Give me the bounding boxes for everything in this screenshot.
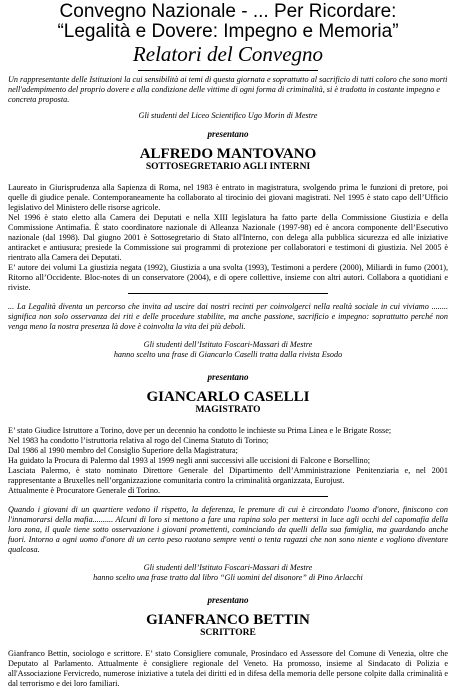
bio-paragraph: Nel 1996 è stato eletto alla Camera dei Deputati e nella XIII legislatura ha fatto parte della Commissione Giustizia e della Commissione Antimafia. È stato coordinatore nazionale di Alleanza Nazionale (1997-98) ed è ancora componente dell’Esecutivo nazionale (dal 1998). Dal giugno 2001 è Sottosegretario di Stato all'Interno, con delega alla pubblica sicurezza ed alle iniziative antiracket e antiusura; presiede la Commissione sui programmi di protezione per collaboratori e testimoni di giustizia. Nel 2005 è rientrato alla Camera dei Deputati.	[8, 213, 448, 262]
speaker-role: MAGISTRATO	[195, 405, 261, 415]
speaker-name: GIANCARLO CASELLI	[146, 389, 310, 405]
title-line-1: Convegno Nazionale - ... Per Ricordare:	[59, 1, 397, 22]
presents-label: presentano	[207, 372, 249, 382]
title-line-2: “Legalità e Dovere: Impegno e Memoria”	[57, 21, 399, 42]
speaker-role: SCRITTORE	[200, 628, 256, 638]
divider	[138, 70, 318, 71]
bio-paragraph: Laureato in Giurisprudenza alla Sapienza di Roma, nel 1983 è entrato in magistratura, svolgendo prima le funzioni di pretore, poi quelle di giudice penale. Contemporaneamente ha collaborato al tirocinio dei giovani magistrati. Nel 1995 è stato capo dell’Ufficio legislativo del Ministero delle risorse agricole.	[8, 183, 448, 212]
quote-paragraph: Quando i giovani di un quartiere vedono il rispetto, la deferenza, le premure di cui è circondato l'uomo d'onore, finiscono con l'innamorarsi della mafia.......... Alcuni di loro si mettono a fare una rapina solo per mettersi in luce agli occhi del capomafia della loro zona, il quale tiene sotto osservazione i giovani promettenti, cominciando da quelli della sua famiglia, ma guardando anche fuori. Intorno a ogni uomo d'onore di un certo peso ruotano sempre venti o tenta ragazzi che non sono niente e vogliono diventare qualcosa.	[8, 505, 448, 554]
quote-signature-line-1: Gli studenti dell’Istituto Foscari-Massari di Mestre	[143, 563, 313, 572]
bio-paragraph: Dal 1986 al 1990 membro del Consiglio Superiore della Magistratura;	[8, 446, 238, 455]
quote-signature-line-1: Gli studenti dell’Istituto Foscari-Massari di Mestre	[143, 340, 313, 349]
speaker-role: SOTTOSEGRETARIO AGLI INTERNI	[145, 162, 311, 172]
quote-signature-line-2: hanno scelto una frase di Giancarlo Caselli tratta dalla rivista Esodo	[113, 350, 343, 359]
document-page	[8, 0, 448, 689]
bio-paragraph: E’ stato Giudice Istruttore a Torino, dove per un decennio ha condotto le inchieste su Prima Linea e le Brigate Rosse;	[8, 426, 392, 435]
presents-label: presentano	[207, 595, 249, 605]
bio-paragraph: Lasciata Palermo, è stato nominato Direttore Generale del Dipartimento dell’Amministrazione Penitenziaria e, nel 2001 rappresentante a Bruxelles nell’organizzazione comunitaria contro la criminalità organizzata, Eurojust.	[8, 466, 448, 485]
speaker-name: ALFREDO MANTOVANO	[139, 146, 317, 162]
bio-paragraph: Ha guidato la Procura di Palermo dal 1993 al 1999 negli anni successivi alle uccisioni di Falcone e Borsellino;	[8, 456, 370, 465]
quote-signature-line-2: hanno scelto una frase tratto dal libro “Gli uomini del disonore” di Pino Arlacchi	[93, 573, 363, 582]
bio-paragraph: Gianfranco Bettin, sociologo e scrittore. E’ stato Consigliere comunale, Prosindaco ed Assessore del Comune di Venezia, oltre che Deputato al Parlamento. Attualmente è consigliere regionale del Veneto. Ha promosso, insieme al Sindacato di Polizia e all'Associazione Fervicredo, numerose iniziative a tutela dei diritti ed in difesa della memoria delle persone colpite dalla criminalità e dal terrorismo e dei loro familiari.	[8, 649, 448, 688]
bio-paragraph: Attualmente è Procuratore Generale di Torino.	[8, 486, 161, 495]
bio-paragraph: Nel 1983 ha condotto l’istruttoria relativa al rogo del Cinema Statuto di Torino;	[8, 436, 269, 445]
subtitle: Relatori del Convegno	[132, 42, 324, 66]
intro-signature: Gli studenti del Liceo Scientifico Ugo Morin di Mestre	[138, 111, 318, 120]
speaker-name: GIANFRANCO BETTIN	[146, 612, 310, 628]
quote-paragraph: ... La Legalità diventa un percorso che invita ad uscire dai nostri recinti per coinvolgerci nella realtà sociale in cui viviamo ........ significa non solo osservanza dei riti e delle procedure stabilite, ma anche passione, sacrificio e impegno: soprattutto perché non venga meno la nostra presenza là dove è coinvolta la vita dei più deboli.	[8, 302, 448, 331]
presents-label: presentano	[207, 129, 249, 139]
intro-paragraph: Un rappresentante delle Istituzioni la cui sensibilità ai temi di questa giornata e soprattutto al sacrificio di tutti coloro che sono morti nell'adempimento del proprio dovere e alla condizione delle vittime di ogni forma di criminalità, si è tradotta in costante impegno e concreta proposta.	[8, 75, 448, 104]
bio-paragraph: E’ autore dei volumi La giustizia negata (1992), Giustizia a una svolta (1993), Testimoni a perdere (2000), Miliardi in fumo (2001), Ritorno all’Occidente. Bloc-notes di un conservatore (2004), e di opere collettive, insieme con altri autori. Collabora a quotidiani e riviste.	[8, 263, 448, 292]
